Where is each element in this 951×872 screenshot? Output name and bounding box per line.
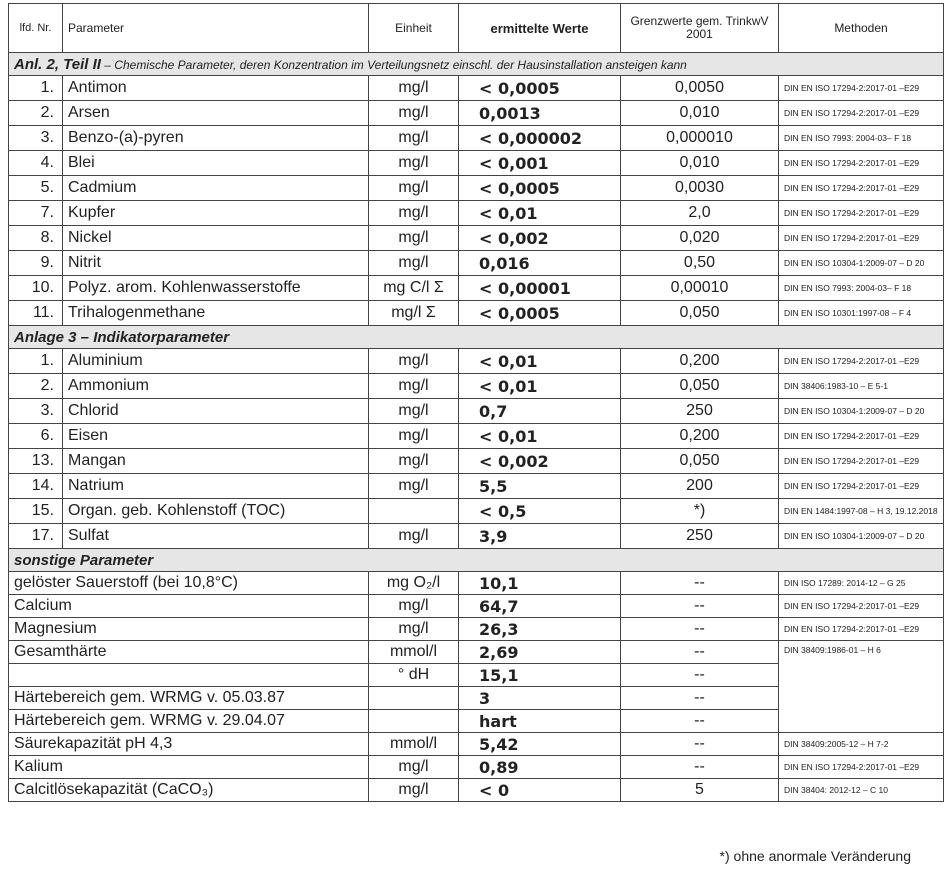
parameter-name: Härtebereich gem. WRMG v. 05.03.87 [9, 687, 369, 710]
section-title [9, 549, 944, 572]
analysis-table [8, 3, 944, 802]
measured-value: 0,0013 [459, 101, 621, 126]
method: DIN EN ISO 17294-2:2017-01 –E29 [779, 176, 944, 201]
measured-value: < 0,01 [459, 424, 621, 449]
unit: mg/l [369, 201, 459, 226]
parameter-name: Trihalogenmethane [63, 301, 369, 326]
unit: mg/l [369, 374, 459, 399]
method: DIN EN ISO 17294-2:2017-01 –E29 [779, 449, 944, 474]
method: DIN EN ISO 10301:1997-08 – F 4 [779, 301, 944, 326]
header-param: Parameter [63, 4, 369, 53]
parameter-name: Mangan [63, 449, 369, 474]
measured-value: < 0,000002 [459, 126, 621, 151]
table-row [9, 76, 944, 101]
parameter-name: Chlorid [63, 399, 369, 424]
parameter-name: Gesamthärte [9, 641, 369, 664]
unit: mg/l [369, 101, 459, 126]
method: DIN 38409:2005-12 – H 7-2 [779, 733, 944, 756]
section-title [9, 53, 944, 76]
method: DIN EN ISO 17294-2:2017-01 –E29 [779, 424, 944, 449]
limit-value: 0,0050 [621, 76, 779, 101]
table-row [9, 151, 944, 176]
section-header [9, 326, 944, 349]
method: DIN 38409:1986-01 – H 6 [779, 641, 944, 733]
measured-value: < 0,0005 [459, 176, 621, 201]
measured-value: 2,69 [459, 641, 621, 664]
unit: mg C/l Σ [369, 276, 459, 301]
limit-value: 0,00010 [621, 276, 779, 301]
measured-value: 3 [459, 687, 621, 710]
table-row [9, 641, 944, 664]
parameter-name: Cadmium [63, 176, 369, 201]
header-values: ermittelte Werte [459, 4, 621, 53]
measured-value: 0,016 [459, 251, 621, 276]
limit-value: 0,010 [621, 151, 779, 176]
measured-value: < 0,001 [459, 151, 621, 176]
limit-value: 0,000010 [621, 126, 779, 151]
limit-value: 0,010 [621, 101, 779, 126]
section-title [9, 326, 944, 349]
limit-value: -- [621, 641, 779, 664]
row-number: 4. [9, 151, 63, 176]
unit: mg/l [369, 151, 459, 176]
row-number: 11. [9, 301, 63, 326]
unit [369, 687, 459, 710]
method: DIN EN ISO 17294-2:2017-01 –E29 [779, 474, 944, 499]
row-number: 5. [9, 176, 63, 201]
limit-value: 250 [621, 399, 779, 424]
row-number: 8. [9, 226, 63, 251]
method: DIN EN ISO 17294-2:2017-01 –E29 [779, 201, 944, 226]
unit: mg/l [369, 595, 459, 618]
unit: mg/l [369, 76, 459, 101]
row-number: 2. [9, 374, 63, 399]
measured-value: < 0 [459, 779, 621, 802]
limit-value: 0,020 [621, 226, 779, 251]
limit-value: -- [621, 572, 779, 595]
unit: ° dH [369, 664, 459, 687]
unit: mg/l [369, 176, 459, 201]
parameter-name [9, 664, 369, 687]
parameter-name: Blei [63, 151, 369, 176]
limit-value: -- [621, 733, 779, 756]
table-row [9, 251, 944, 276]
header-nr: lfd. Nr. [9, 4, 63, 53]
measured-value: < 0,00001 [459, 276, 621, 301]
limit-value: -- [621, 618, 779, 641]
method: DIN EN ISO 10304-1:2009-07 – D 20 [779, 399, 944, 424]
parameter-name: Ammonium [63, 374, 369, 399]
row-number: 3. [9, 399, 63, 424]
footnote: *) ohne anormale Veränderung [719, 848, 911, 864]
parameter-name: Eisen [63, 424, 369, 449]
parameter-name: Sulfat [63, 524, 369, 549]
limit-value: -- [621, 756, 779, 779]
method: DIN EN ISO 7993: 2004-03– F 18 [779, 126, 944, 151]
method: DIN EN ISO 10304-1:2009-07 – D 20 [779, 251, 944, 276]
measured-value: < 0,0005 [459, 76, 621, 101]
parameter-name: Magnesium [9, 618, 369, 641]
section-title-text: Anl. 2, Teil II [14, 55, 101, 73]
limit-value: -- [621, 595, 779, 618]
limit-value: 0,050 [621, 449, 779, 474]
table-row [9, 449, 944, 474]
measured-value: 0,7 [459, 399, 621, 424]
row-number: 17. [9, 524, 63, 549]
section-title-text: sonstige Parameter [14, 551, 154, 569]
parameter-name: Nickel [63, 226, 369, 251]
table-row [9, 595, 944, 618]
measured-value: 26,3 [459, 618, 621, 641]
parameter-name: Polyz. arom. Kohlenwasserstoffe [63, 276, 369, 301]
limit-value: 0,050 [621, 374, 779, 399]
unit [369, 710, 459, 733]
table-row [9, 201, 944, 226]
row-number: 1. [9, 349, 63, 374]
measured-value: 5,42 [459, 733, 621, 756]
table-row [9, 779, 944, 802]
measured-value: 64,7 [459, 595, 621, 618]
limit-value: 0,200 [621, 424, 779, 449]
parameter-name: Kalium [9, 756, 369, 779]
section-subtitle: – Chemische Parameter, deren Konzentration im Verteilungsnetz einschl. der Hausinstallation ansteigen kann [100, 57, 687, 72]
limit-value: 0,200 [621, 349, 779, 374]
measured-value: < 0,002 [459, 449, 621, 474]
row-number: 9. [9, 251, 63, 276]
table-row [9, 618, 944, 641]
table-row [9, 126, 944, 151]
limit-value: 0,50 [621, 251, 779, 276]
row-number: 7. [9, 201, 63, 226]
section-title-text: Anlage 3 – Indikatorparameter [14, 328, 230, 346]
method: DIN EN ISO 17294-2:2017-01 –E29 [779, 756, 944, 779]
table-row [9, 572, 944, 595]
unit: mg/l [369, 618, 459, 641]
measured-value: < 0,01 [459, 201, 621, 226]
unit: mg/l [369, 779, 459, 802]
measured-value: 3,9 [459, 524, 621, 549]
method: DIN 38404: 2012-12 – C 10 [779, 779, 944, 802]
unit: mmol/l [369, 733, 459, 756]
row-number: 6. [9, 424, 63, 449]
limit-value: 5 [621, 779, 779, 802]
limit-value: 250 [621, 524, 779, 549]
table-row [9, 499, 944, 524]
parameter-name: Calcium [9, 595, 369, 618]
method: DIN EN 1484:1997-08 – H 3, 19.12.2018 [779, 499, 944, 524]
limit-value: 0,0030 [621, 176, 779, 201]
table-row [9, 524, 944, 549]
measured-value: < 0,5 [459, 499, 621, 524]
table-row [9, 176, 944, 201]
unit: mg/l [369, 524, 459, 549]
unit: mg/l [369, 424, 459, 449]
unit: mg/l Σ [369, 301, 459, 326]
header-limits: Grenzwerte gem. TrinkwV 2001 [621, 4, 779, 53]
row-number: 13. [9, 449, 63, 474]
parameter-name: Aluminium [63, 349, 369, 374]
unit: mmol/l [369, 641, 459, 664]
parameter-name: Antimon [63, 76, 369, 101]
measured-value: hart [459, 710, 621, 733]
unit: mg/l [369, 756, 459, 779]
method: DIN EN ISO 17294-2:2017-01 –E29 [779, 101, 944, 126]
method: DIN EN ISO 17294-2:2017-01 –E29 [779, 349, 944, 374]
parameter-name: Arsen [63, 101, 369, 126]
method: DIN EN ISO 17294-2:2017-01 –E29 [779, 76, 944, 101]
table-row [9, 733, 944, 756]
measured-value: 5,5 [459, 474, 621, 499]
table-row [9, 301, 944, 326]
parameter-name: gelöster Sauerstoff (bei 10,8°C) [9, 572, 369, 595]
parameter-name: Organ. geb. Kohlenstoff (TOC) [63, 499, 369, 524]
parameter-name: Nitrit [63, 251, 369, 276]
limit-value: -- [621, 687, 779, 710]
method: DIN 38406:1983-10 – E 5-1 [779, 374, 944, 399]
limit-value: 2,0 [621, 201, 779, 226]
unit: mg/l [369, 226, 459, 251]
method: DIN EN ISO 17294-2:2017-01 –E29 [779, 618, 944, 641]
header-unit: Einheit [369, 4, 459, 53]
row-number: 15. [9, 499, 63, 524]
row-number: 1. [9, 76, 63, 101]
method: DIN EN ISO 17294-2:2017-01 –E29 [779, 226, 944, 251]
table-row [9, 276, 944, 301]
measured-value: < 0,01 [459, 374, 621, 399]
parameter-name: Natrium [63, 474, 369, 499]
unit: mg O₂/l [369, 572, 459, 595]
method: DIN EN ISO 17294-2:2017-01 –E29 [779, 151, 944, 176]
section-header [9, 53, 944, 76]
measured-value: 0,89 [459, 756, 621, 779]
row-number: 10. [9, 276, 63, 301]
parameter-name: Kupfer [63, 201, 369, 226]
measured-value: 15,1 [459, 664, 621, 687]
limit-value: -- [621, 664, 779, 687]
table-row [9, 474, 944, 499]
measured-value: < 0,002 [459, 226, 621, 251]
table-row [9, 756, 944, 779]
table-row [9, 424, 944, 449]
parameter-name: Benzo-(a)-pyren [63, 126, 369, 151]
parameter-name: Calcitlösekapazität (CaCO₃) [9, 779, 369, 802]
method: DIN EN ISO 7993: 2004-03– F 18 [779, 276, 944, 301]
unit: mg/l [369, 399, 459, 424]
limit-value: 200 [621, 474, 779, 499]
row-number: 2. [9, 101, 63, 126]
method: DIN EN ISO 10304-1:2009-07 – D 20 [779, 524, 944, 549]
unit: mg/l [369, 474, 459, 499]
table-row [9, 399, 944, 424]
method: DIN EN ISO 17294-2:2017-01 –E29 [779, 595, 944, 618]
table-row [9, 349, 944, 374]
measured-value: < 0,01 [459, 349, 621, 374]
parameter-name: Säurekapazität pH 4,3 [9, 733, 369, 756]
limit-value: 0,050 [621, 301, 779, 326]
row-number: 14. [9, 474, 63, 499]
header-row [9, 4, 944, 53]
unit [369, 499, 459, 524]
method: DIN ISO 17289: 2014-12 – G 25 [779, 572, 944, 595]
parameter-name: Härtebereich gem. WRMG v. 29.04.07 [9, 710, 369, 733]
table-row [9, 374, 944, 399]
unit: mg/l [369, 349, 459, 374]
limit-value: -- [621, 710, 779, 733]
unit: mg/l [369, 126, 459, 151]
unit: mg/l [369, 251, 459, 276]
section-header [9, 549, 944, 572]
unit: mg/l [369, 449, 459, 474]
table-row [9, 101, 944, 126]
measured-value: < 0,0005 [459, 301, 621, 326]
measured-value: 10,1 [459, 572, 621, 595]
header-methods: Methoden [779, 4, 944, 53]
row-number: 3. [9, 126, 63, 151]
table-row [9, 226, 944, 251]
limit-value: *) [621, 499, 779, 524]
